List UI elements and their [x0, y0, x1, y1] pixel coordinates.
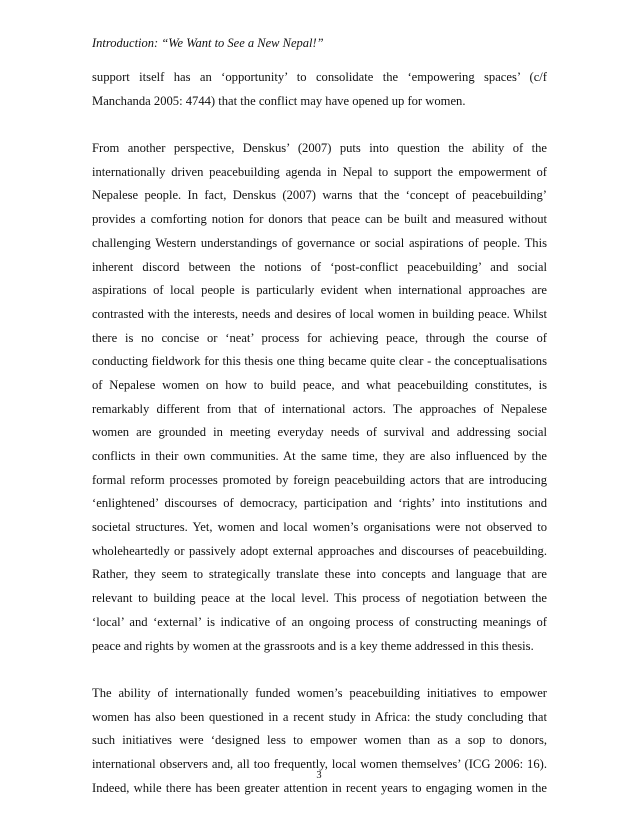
text-line: provides a comforting notion for donors that peace can be built and measured without	[92, 212, 547, 227]
text-line: internationally driven peacebuilding agenda in Nepal to support the empowerment of	[92, 164, 547, 179]
text-line: remarkably different from that of international actors. The approaches of Nepalese	[92, 401, 547, 416]
text-line: ‘local’ and ‘external’ is indicative of an ongoing process of constructing meanings of	[92, 614, 547, 629]
text-line: women has also been questioned in a recent study in Africa: the study concluding that	[92, 709, 547, 724]
text-line: societal structures. Yet, women and local women’s organisations were not observed to	[92, 520, 547, 535]
text-line: support itself has an ‘opportunity’ to consolidate the ‘empowering spaces’ (c/f	[92, 70, 547, 84]
text-line: such initiatives were ‘designed less to empower women than as a sop to donors,	[92, 733, 547, 748]
text-line: contrasted with the interests, needs and desires of local women in building peace. Whilst	[92, 306, 547, 321]
text-line: of Nepalese women on how to build peace, and what peacebuilding constitutes, is	[92, 377, 547, 392]
text-line: conducting fieldwork for this thesis one thing became quite clear - the conceptualisations	[92, 354, 547, 369]
text-line: peace and rights by women at the grassroots and is a key theme addressed in this thesis.	[92, 638, 534, 653]
page-number: 3	[316, 770, 322, 781]
text-line: Rather, they seem to strategically translate these into concepts and language that are	[92, 567, 547, 582]
text-line: ‘enlightened’ discourses of democracy, participation and ‘rights’ into institutions and	[92, 496, 547, 511]
text-line: Nepalese people. In fact, Denskus (2007) warns that the ‘concept of peacebuilding’	[92, 188, 547, 203]
text-line: women are grounded in meeting everyday needs of survival and addressing social	[92, 425, 547, 440]
text-line: Manchanda 2005: 4744) that the conflict may have opened up for women.	[92, 93, 466, 108]
text-line: Indeed, while there has been greater attention in recent years to engaging women in the	[92, 780, 547, 795]
text-line: challenging Western understandings of governance or social aspirations of people. This	[92, 235, 547, 250]
paragraph-1	[92, 66, 547, 113]
text-line: formal reform processes promoted by foreign peacebuilding actors that are introducing	[92, 472, 547, 487]
text-line: The ability of internationally funded women’s peacebuilding initiatives to empower	[92, 685, 547, 700]
text-line: international observers and, all too frequently, local women themselves’ (ICG 2006: 16).	[92, 756, 547, 771]
text-line: conflicts in their own communities. At the same time, they are also influenced by the	[92, 449, 547, 463]
text-line: there is no concise or ‘neat’ process for achieving peace, through the course of	[92, 330, 547, 345]
running-header: Introduction: “We Want to See a New Nepal!”	[92, 36, 324, 50]
text-line: inherent discord between the notions of ‘post-conflict peacebuilding’ and social	[92, 259, 547, 274]
paragraph-gap	[92, 113, 547, 137]
text-line: From another perspective, Denskus’ (2007) puts into question the ability of the	[92, 141, 547, 156]
paragraph-gap	[92, 658, 547, 682]
text-line: aspirations of local people is particularly evident when international approaches are	[92, 283, 547, 298]
paragraph-2	[92, 137, 547, 658]
text-line: wholeheartedly or passively adopt external approaches and discourses of peacebuilding.	[92, 543, 547, 558]
paragraph-3	[92, 682, 547, 800]
body-text	[92, 66, 547, 800]
text-line: relevant to building peace at the local level. This process of negotiation between the	[92, 591, 547, 606]
